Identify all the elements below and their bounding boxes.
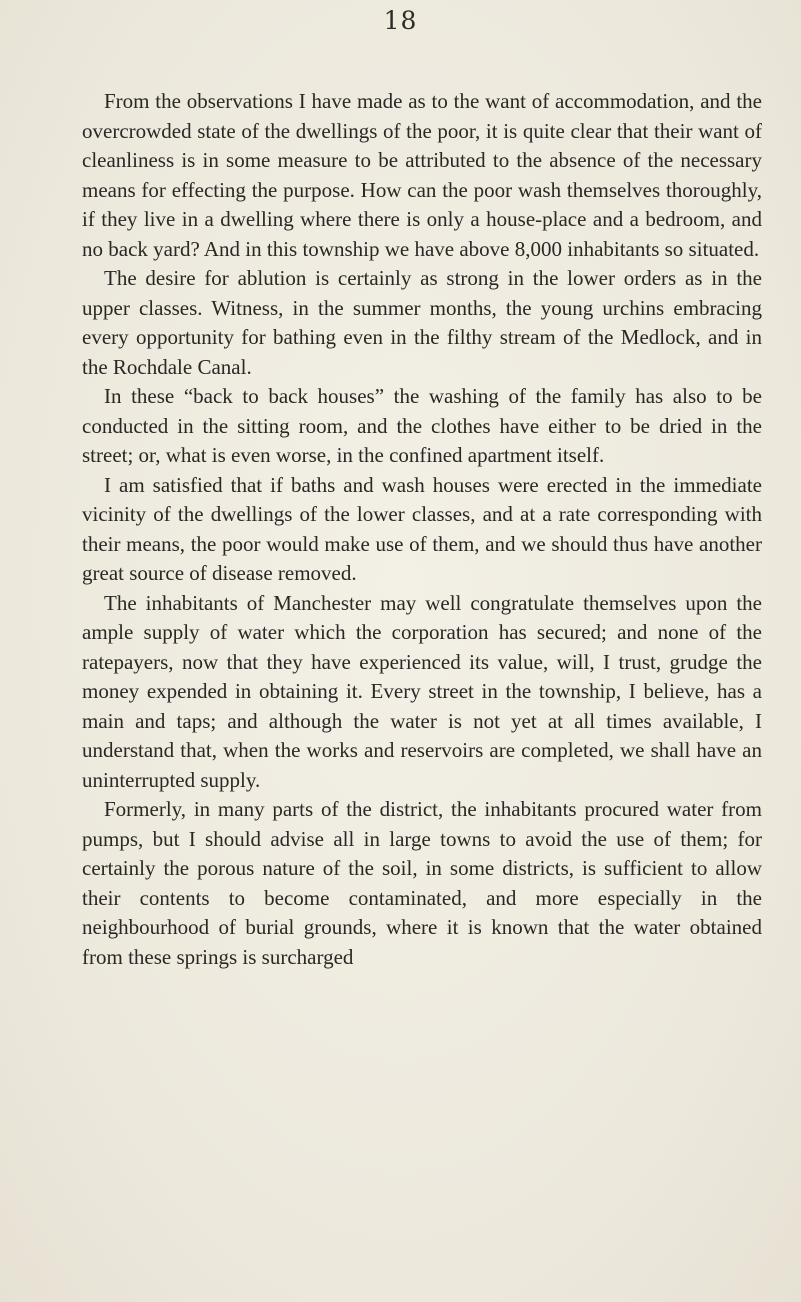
body-text bbox=[82, 87, 762, 972]
paragraph: In these “back to back houses” the washing of the family has also to be conducted in the sitting room, and the clothes have either to be dried in the street; or, what is even worse, in the confined apartment itself. bbox=[82, 384, 762, 467]
paragraph: From the observations I have made as to the want of accommodation, and the overcrowded state of the dwellings of the poor, it is quite clear that their want of cleanliness is in some measure to be attributed to the absence of the necessary means for effecting the purpose. How can the poor wash themselves thoroughly, if they live in a dwelling where there is only a house-place and a bedroom, and no back yard? And in this township we have above 8,000 inhabitants so situated. bbox=[82, 89, 762, 261]
paragraph: I am satisfied that if baths and wash houses were erected in the immediate vicinity of the dwellings of the lower classes, and at a rate corresponding with their means, the poor would make use of them, and we should thus have another great source of disease removed. bbox=[82, 472, 762, 585]
paragraph: The inhabitants of Manchester may well congratulate themselves upon the ample supply of water which the corporation has secured; and none of the ratepayers, now that they have experienced its value, will, I trust, grudge the money expended in obtaining it. Every street in the township, I believe, has a main and taps; and although the water is not yet at all times available, I understand that, when the works and reservoirs are completed, we shall have an uninterrupted supply. bbox=[82, 590, 762, 792]
paragraph: Formerly, in many parts of the district, the inhabitants procured water from pumps, but I should advise all in large towns to avoid the use of them; for certainly the porous nature of the soil, in some districts, is sufficient to allow their contents to become contaminated, and more especially in the neighbourhood of burial grounds, where it is known that the water obtained from these springs is surcharged bbox=[82, 797, 762, 969]
page-number: 18 bbox=[383, 6, 418, 35]
paragraph: The desire for ablution is certainly as strong in the lower orders as in the upper classes. Witness, in the summer months, the young urchins embracing every opportunity for bathing even in the filthy stream of the Medlock, and in the Rochdale Canal. bbox=[82, 266, 762, 379]
